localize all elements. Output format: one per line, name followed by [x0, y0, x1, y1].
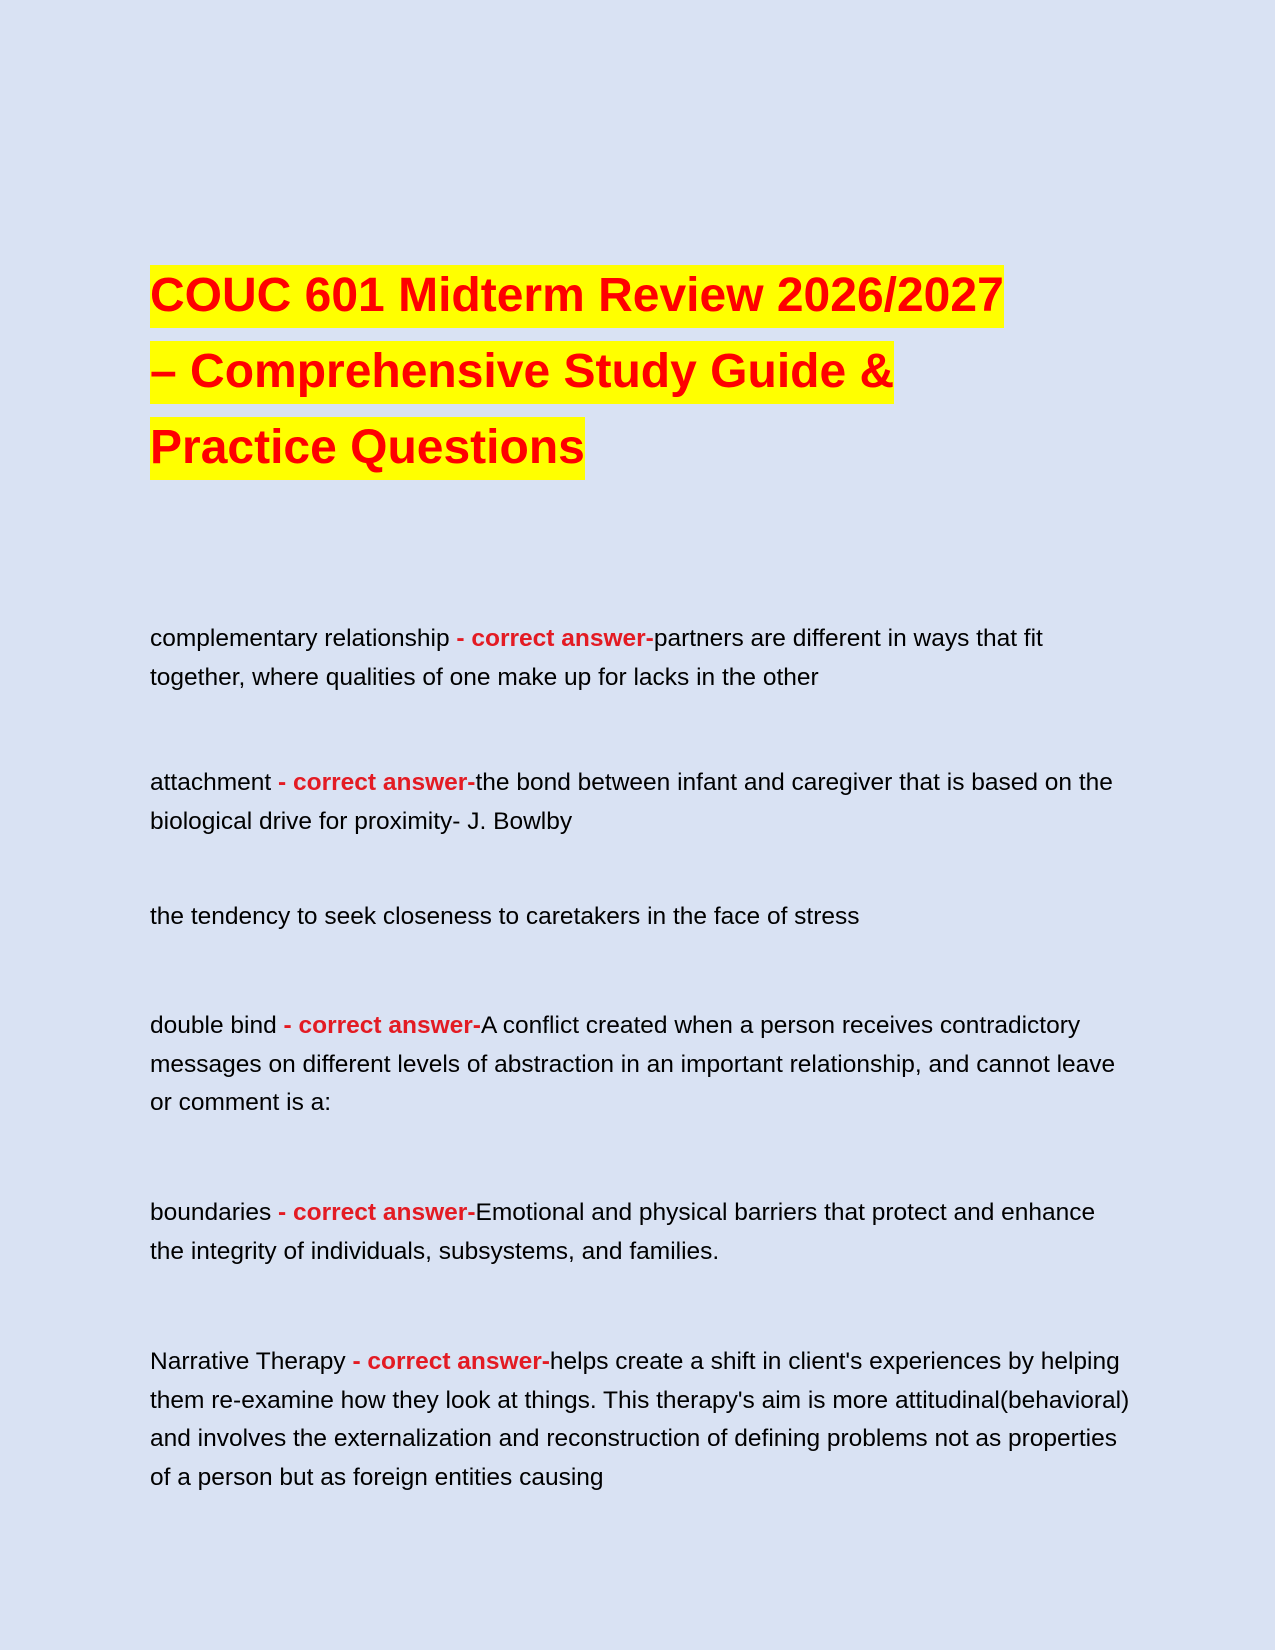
- entry-definition: partners are different in ways that fit together, where qualities of one make up for lacks in the other: [150, 625, 1043, 691]
- entry-term: boundaries: [150, 1199, 272, 1226]
- answer-separator: - correct answer-: [352, 1348, 550, 1375]
- title-line-3: Practice Questions: [150, 417, 585, 480]
- entry-narrative-therapy: [150, 1343, 1135, 1497]
- entry-attachment: [150, 764, 1135, 841]
- document-title: [150, 258, 1150, 486]
- title-line-2: – Comprehensive Study Guide &: [150, 341, 894, 404]
- entry-complementary-relationship: [150, 620, 1135, 697]
- entry-definition: the bond between infant and caregiver that is based on the biological drive for proximity- J. Bowlby: [150, 769, 1113, 835]
- entry-attachment-extra: the tendency to seek closeness to caretakers in the face of stress: [150, 903, 860, 930]
- answer-separator: - correct answer-: [456, 625, 654, 652]
- entry-double-bind: [150, 1007, 1135, 1123]
- answer-separator: - correct answer-: [278, 769, 476, 796]
- title-line-1: COUC 601 Midterm Review 2026/2027: [150, 265, 1004, 328]
- entry-boundaries: [150, 1194, 1135, 1271]
- entry-term: Narrative Therapy: [150, 1348, 346, 1375]
- answer-separator: - correct answer-: [283, 1012, 481, 1039]
- entry-definition: helps create a shift in client's experiences by helping them re-examine how they look at things. This therapy's aim is more attitudinal(behavioral) and involves the externalization and reconstruction of defining problems not as properties of a person but as foreign entities causing: [150, 1348, 1130, 1491]
- entry-definition: Emotional and physical barriers that protect and enhance the integrity of individuals, subsystems, and families.: [150, 1199, 1096, 1265]
- entry-term: complementary relationship: [150, 625, 450, 652]
- entry-term: attachment: [150, 769, 272, 796]
- answer-separator: - correct answer-: [278, 1199, 476, 1226]
- entry-term: double bind: [150, 1012, 277, 1039]
- entry-definition: A conflict created when a person receives contradictory messages on different levels of abstraction in an important relationship, and cannot leave or comment is a:: [150, 1012, 1116, 1116]
